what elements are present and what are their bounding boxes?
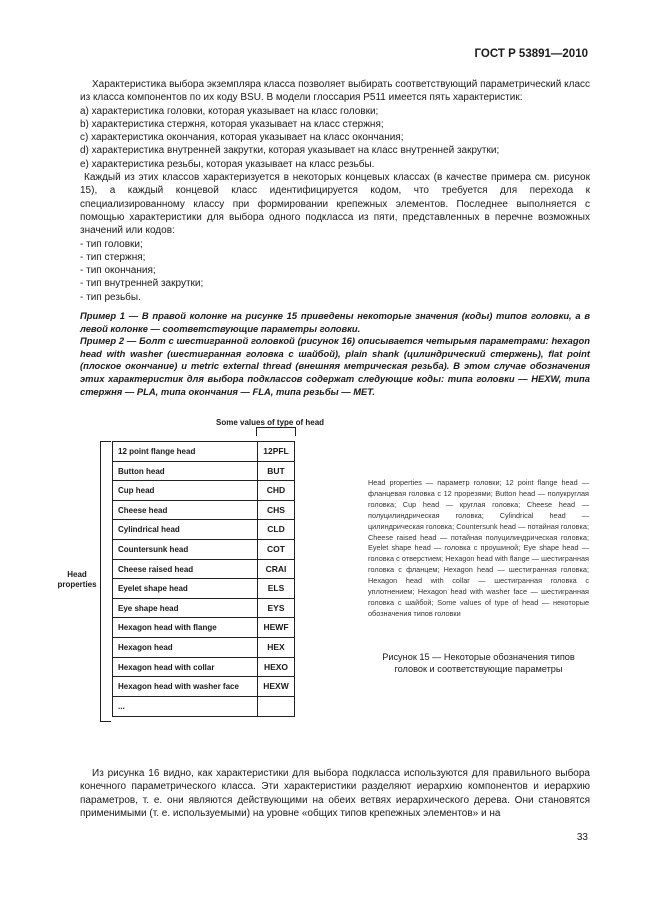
figure-column-bracket <box>256 427 296 436</box>
example-2: Пример 2 — Болт с шестигранной головкой (рисунок 16) описывается четырьмя параметрами: hexagon head with washer (шестигранная головка с шайбой), plain shank (цилиндрический стержень), flat point (плоское окончание) и metric external thread (внешняя метрическая резьба). В этом случае обозначения этих характеристик для выбора подклассов содержат следующие коды: типа головки — HEXW, типа стержня — PLA, типа окончания — FLA, типа резьбы — MET. <box>80 335 590 397</box>
head-name-cell: Hexagon head with flange <box>113 618 258 637</box>
final-paragraph: Из рисунка 16 видно, как характеристики для выбора подкласса используются для правильного выбора конечного параметрического класса. Эти характеристики разделяют иерархию компонентов и иерархию параметров, т. е. они являются действующими на обеих ветвях иерархического дерева. Они становятся применимыми (т. е. используемыми) на уровне «общих типов крепежных элементов» и на <box>80 768 590 819</box>
head-code-cell: HEXW <box>263 681 289 692</box>
table-row <box>113 481 294 501</box>
head-code-cell: EYS <box>267 602 285 613</box>
head-code-cell: CHS <box>267 504 285 515</box>
head-code-cell: ELS <box>267 583 285 594</box>
head-name-cell: Countersunk head <box>113 540 258 559</box>
list-item: a) характеристика головки, которая указывает на класс головки; <box>80 105 379 117</box>
head-name-cell: Eyelet shape head <box>113 579 258 598</box>
table-row <box>113 462 294 482</box>
table-row <box>113 501 294 521</box>
table-row <box>113 540 294 560</box>
table-row <box>113 579 294 599</box>
table-row <box>113 599 294 619</box>
head-name-cell: Hexagon head <box>113 638 258 657</box>
list-item: - тип внутренней закрутки; <box>80 278 204 290</box>
head-code-cell <box>258 697 294 717</box>
table-row <box>113 560 294 580</box>
head-code-cell: BUT <box>267 465 285 476</box>
head-code-cell: HEWF <box>263 622 289 633</box>
table-row <box>113 442 294 462</box>
list-item: - тип головки; <box>80 238 143 250</box>
body-text-top <box>80 78 590 398</box>
list-item: b) характеристика стержня, которая указывает на класс стержня; <box>80 118 384 130</box>
table-row <box>113 520 294 540</box>
table-row <box>113 658 294 678</box>
intro-paragraph: Характеристика выбора экземпляра класса позволяет выбирать соответствующий параметрический класс из класса компонентов по их коду BSU. В модели глоссария P511 имеется пять характеристик: <box>80 79 590 104</box>
table-row <box>113 638 294 658</box>
document-header: ГОСТ Р 53891—2010 <box>474 48 588 60</box>
table-row <box>113 677 294 697</box>
characteristics-list <box>80 105 590 171</box>
head-code-cell: HEX <box>267 641 285 652</box>
list-item: c) характеристика окончания, которая указывает на класс окончания; <box>80 132 404 144</box>
head-code-cell: CLD <box>267 524 285 535</box>
paragraph-2: Каждый из этих классов характеризуется в некоторых концевых классах (в качестве примера см. рисунок 15), а каждый концевой класс идентифицируется кодом, что требуется для перехода к специализированному классу при формировании крепежных элементов. Последнее выполняется с помощью характеристики для выбора одного подкласса из пяти, представленных в перечне возможных значений или кодов: <box>80 172 590 237</box>
head-name-cell: Eye shape head <box>113 599 258 618</box>
types-list <box>80 238 590 304</box>
head-code-cell: CHD <box>266 485 286 496</box>
table-row <box>113 618 294 638</box>
head-name-cell: Cylindrical head <box>113 520 258 539</box>
head-types-table <box>112 441 295 717</box>
head-name-cell: Cheese raised head <box>113 560 258 579</box>
list-item: - тип окончания; <box>80 265 156 277</box>
table-row <box>113 697 294 717</box>
head-name-cell: Cheese head <box>113 501 258 520</box>
head-name-cell: Hexagon head with collar <box>113 658 258 677</box>
head-code-cell: HEXO <box>263 661 289 672</box>
list-item: e) характеристика резьбы, которая указывает на класс резьбы. <box>80 158 375 170</box>
head-name-cell: 12 point flange head <box>113 442 258 461</box>
figure-legend: Head properties — параметр головки; 12 point flange head — фланцевая головка с 12 прорезями; Button head — полукруглая головка; Cup head — круглая головка; Cheese head — полуцилиндрическая головка; Cylindrical head — цилиндрическая головка; Countersunk head — потайная головка; Cheese raised head — потайная полуцилиндрическая головка; Eyelet shape head — головка с проушиной; Eye shape head — головка с отверстием; Hexagon head with flange — шестигранная головка с фланцем; Hexagon head — шестигранная головка; Hexagon head with collar — шестигранная головка с уплотнением; Hexagon head with washer face — шестигранная головка с шайбой; Some values of type of head — некоторые обозначения типов головки <box>368 478 589 618</box>
page-number: 33 <box>576 832 588 843</box>
figure-caption: Рисунок 15 — Некоторые обозначения типов головок и соответствующие параметры <box>382 652 575 674</box>
head-name-cell: Hexagon head with washer face <box>113 677 258 696</box>
head-code-cell: CRAI <box>265 563 287 574</box>
example-1: Пример 1 — В правой колонке на рисунке 15 приведены некоторые значения (коды) типов головки, а в левой колонке — соответствующие параметры головки. <box>80 310 590 334</box>
head-properties-label: Head properties <box>57 570 97 589</box>
head-name-cell: Button head <box>113 462 258 481</box>
figure-title: Some values of type of head <box>216 418 325 427</box>
head-name-cell: ... <box>113 697 258 717</box>
list-item: - тип резьбы. <box>80 291 141 303</box>
head-code-cell: COT <box>267 543 285 554</box>
head-name-cell: Cup head <box>113 481 258 500</box>
head-code-cell: 12PFL <box>263 446 289 456</box>
list-item: - тип стержня; <box>80 251 146 263</box>
list-item: d) характеристика внутренней закрутки, которая указывает на класс внутренней закрутки; <box>80 145 500 157</box>
